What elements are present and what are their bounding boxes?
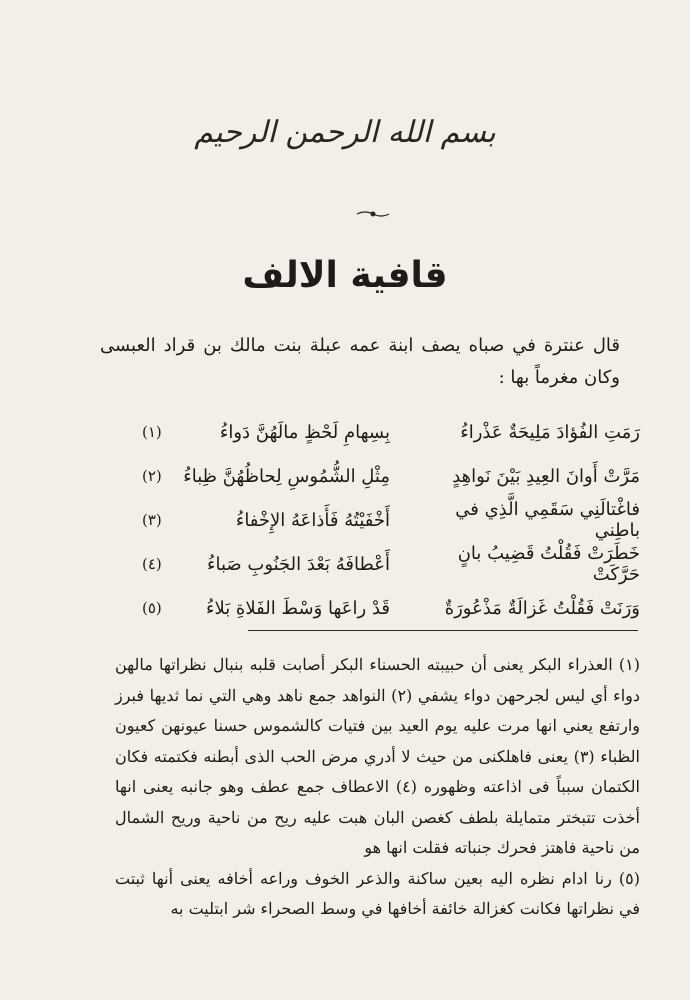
verse-second-hemistich: بِسِهامِ لَحْظٍ مالَهُنَّ دَواءُ [219,421,390,443]
verse-second-hemistich: قَدْ راعَها وَسْطَ الفَلاةِ بَلاءُ [206,597,390,619]
footnote-marker: (١) [142,423,162,441]
verse-line [142,410,640,454]
verse-second-hemistich: أَخْفَيْتُهُ فَأَذاعَهُ الإِخْفاءُ [235,509,390,531]
verse-line [142,542,640,586]
footnote-marker: (٣) [142,511,162,529]
intro-paragraph: قال عنترة في صباه يصف ابنة عمه عبلة بنت مالك بن قراد العبسى وكان مغرماً بها : [100,335,620,388]
footnote-separator [248,630,638,631]
verse-line [142,498,640,542]
verse-first-hemistich: وَرَنَتْ فَقُلْتُ غَزالَةٌ مَذْعُورَةٌ [444,597,640,619]
poem-verses [142,410,640,630]
footnote-paragraph: (١) العذراء البكر يعنى أن حبيبته الحسناء البكر أصابت قلبه بنبال نظراتها مالهن دواء أي ليس لجرحهن دواء يشفي (٢) النواهد جمع ناهد وهي التي نما ثديها فبرز وارتفع يعني انها مرت عليه يوم العيد بين فتيات كالشموس حسنا عيونهن كعيون الظباء (٣) يعنى فاهلكنى من حيث لا أدري مرض الحب الذى أبطنه فكتمته فكان الكتمان سبباً فى اذاعته وظهوره (٤) الاعطاف جمع عطف وهو جانبه يعنى انها أخذت تتبختر متمايلة بلطف كغصن البان هبت عليه ريح من ناحية وريح الشمال من ناحية فاهتز فحرك جنباته فقلت انها هو [115,655,641,857]
verse-first-hemistich: مَرَّتْ أَوانَ العِيدِ بَيْنَ نَواهِدٍ [452,465,640,487]
verse-second-hemistich: أَعْطافَهُ بَعْدَ الجَنُوبِ صَباءُ [207,553,390,575]
footnote-marker: (٢) [142,467,162,485]
verse-second-hemistich: مِثْلِ الشُّمُوسِ لِحاظُهُنَّ ظِباءُ [183,465,390,487]
ornament-divider-icon [355,208,391,220]
basmala-calligraphy: بسم الله الرحمن الرحيم [194,115,496,150]
verse-first-hemistich: رَمَتِ الفُؤادَ مَلِيحَةٌ عَذْراءُ [460,421,640,443]
footnote-marker: (٥) [142,599,162,617]
verse-first-hemistich: فاغْتالَنِي سَقَمِي الَّذِي في باطِني [455,499,640,541]
verse-first-hemistich: خَطَرَتْ فَقُلْتُ قَضِيبُ بانٍ حَرَّكَتْ [457,543,640,585]
footnote-marker: (٤) [142,555,162,573]
verse-line [142,454,640,498]
footnote-paragraph: (٥) رنا ادام نظره اليه بعين ساكنة والذعر الخوف وراعه أخافه يعنى أنها ثبتت في نظراتها فكانت كغزالة خائفة أخافها في وسط الصحراء شر ابتليت به [115,868,640,918]
footnotes [115,650,640,925]
verse-line [142,586,640,630]
chapter-title: قافية الالف [242,255,448,296]
